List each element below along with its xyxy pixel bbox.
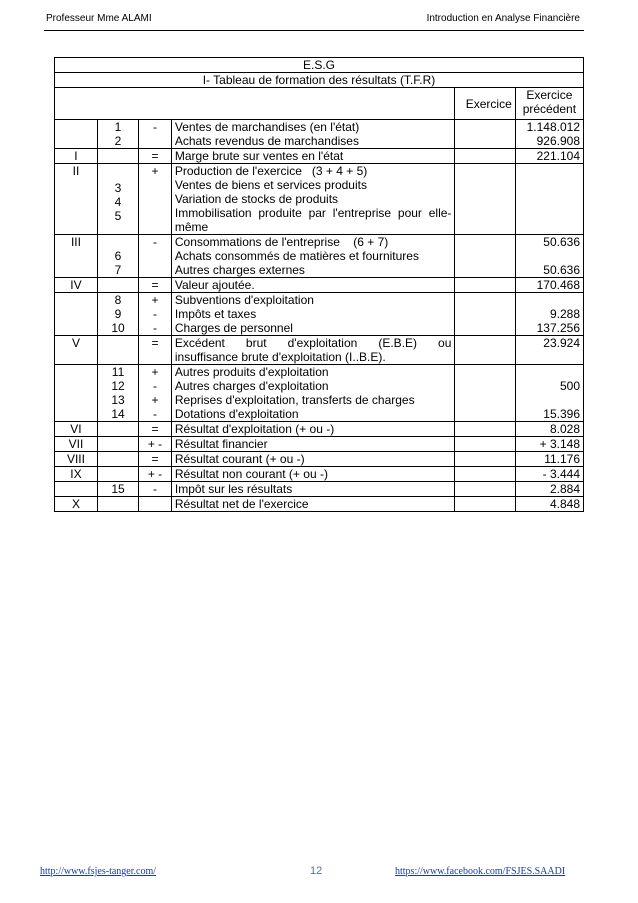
row-label: Immobilisation produite par l'entreprise pour elle-même <box>174 206 452 234</box>
row-num <box>97 278 138 293</box>
row-sign: = <box>139 422 172 437</box>
row-sign: - <box>153 407 157 421</box>
row-label: Impôts et taxes <box>174 307 257 321</box>
label-word: ou <box>438 336 452 350</box>
row-num: 5 <box>114 209 122 223</box>
row-label: Autres charges d'exploitation <box>174 379 329 393</box>
row-signs <box>139 293 172 336</box>
row-sign: - <box>139 482 172 497</box>
page-number: 12 <box>310 865 323 877</box>
row-value: 50.636 <box>543 235 580 249</box>
row-label: Subventions d'exploitation <box>174 293 314 307</box>
row-roman <box>55 365 98 422</box>
row-num <box>97 422 138 437</box>
row-value: 50.636 <box>543 263 580 277</box>
label-word: (E.B.E) <box>378 336 417 350</box>
row-value: 1.148.012 <box>526 120 580 134</box>
row-exercice-value <box>455 235 515 278</box>
table-row <box>55 278 584 293</box>
row-label: Consommations de l'entreprise (6 + 7) <box>174 235 389 249</box>
row-exercice-value <box>455 437 515 452</box>
row-labels <box>171 235 455 278</box>
row-sign: - <box>153 379 157 393</box>
row-num <box>97 149 138 164</box>
row-label: Charges de personnel <box>174 321 293 335</box>
row-value: + 3.148 <box>515 437 583 452</box>
row-nums <box>97 293 138 336</box>
row-roman: V <box>55 336 98 365</box>
row-num <box>101 164 135 178</box>
label-word: Excédent <box>174 336 225 350</box>
table-row <box>55 120 584 149</box>
row-nums <box>97 365 138 422</box>
row-value: 23.924 <box>515 336 583 365</box>
row-exercice-value <box>455 365 515 422</box>
row-values <box>515 235 583 278</box>
row-num: 1 <box>114 120 122 134</box>
row-sign: - <box>153 235 157 249</box>
row-label: Impôt sur les résultats <box>171 482 455 497</box>
row-num: 14 <box>111 407 125 421</box>
row-label-line2: insuffisance brute d'exploitation (I..B.E). <box>174 350 386 364</box>
row-label: Valeur ajoutée. <box>171 278 455 293</box>
table-row <box>55 452 584 467</box>
row-exercice-value <box>455 149 515 164</box>
row-sign: + <box>151 164 159 178</box>
row-label: Achats revendus de marchandises <box>174 134 359 148</box>
header-divider <box>44 30 584 31</box>
footer-facebook-link[interactable]: https://www.facebook.com/FSJES.SAADI <box>395 866 566 877</box>
row-values <box>515 120 583 149</box>
row-sign: = <box>139 149 172 164</box>
row-num: 15 <box>97 482 138 497</box>
row-sign: = <box>139 278 172 293</box>
row-signs <box>139 120 172 149</box>
row-value <box>519 393 580 407</box>
row-labels <box>171 120 455 149</box>
row-labels <box>171 365 455 422</box>
footer-fsjes-link[interactable]: http://www.fsjes-tanger.com/ <box>40 866 156 877</box>
row-sign <box>139 497 172 512</box>
table-row <box>55 482 584 497</box>
row-signs <box>139 235 172 278</box>
row-exercice-value <box>455 467 515 482</box>
row-num: 13 <box>111 393 125 407</box>
row-num <box>97 452 138 467</box>
row-values <box>515 293 583 336</box>
row-label: Ventes de biens et services produits <box>174 178 367 192</box>
row-sign: - <box>153 321 157 335</box>
row-roman: III <box>55 235 98 278</box>
header-course-title: Introduction en Analyse Financière <box>426 13 580 24</box>
row-value: 15.396 <box>543 407 580 421</box>
row-num: 7 <box>114 263 122 277</box>
table-row <box>55 365 584 422</box>
row-value <box>515 164 583 235</box>
table-title: E.S.G <box>55 58 584 73</box>
row-nums <box>97 120 138 149</box>
row-value: 221.104 <box>515 149 583 164</box>
row-value: 500 <box>559 379 580 393</box>
row-exercice-value <box>455 120 515 149</box>
row-label: Reprises d'exploitation, transferts de charges <box>174 393 415 407</box>
row-value: 11.176 <box>515 452 583 467</box>
row-roman: X <box>55 497 98 512</box>
header-blank-cell <box>55 88 455 120</box>
row-label: Résultat net de l'exercice <box>171 497 455 512</box>
row-sign: + <box>151 393 159 407</box>
table-row <box>55 336 584 365</box>
row-sign: - <box>153 120 157 134</box>
row-label: Production de l'exercice (3 + 4 + 5) <box>174 164 368 178</box>
row-label: Résultat non courant (+ ou -) <box>171 467 455 482</box>
col-header-exercice-precedent <box>515 88 583 120</box>
row-value: 8.028 <box>515 422 583 437</box>
row-exercice-value <box>455 482 515 497</box>
row-label: Variation de stocks de produits <box>174 192 339 206</box>
column-header-row <box>55 88 584 120</box>
table-subtitle: I- Tableau de formation des résultats (T.F.R) <box>55 73 584 88</box>
tfr-table <box>54 57 584 512</box>
row-label: Résultat d'exploitation (+ ou -) <box>171 422 455 437</box>
row-num: 8 <box>114 293 122 307</box>
row-signs <box>139 365 172 422</box>
row-exercice-value <box>455 164 515 235</box>
row-exercice-value <box>455 293 515 336</box>
row-num: 12 <box>111 379 125 393</box>
row-num <box>97 336 138 365</box>
row-sign: + <box>151 293 159 307</box>
row-label: Autres produits d'exploitation <box>174 365 329 379</box>
header-author: Professeur Mme ALAMI <box>46 13 152 24</box>
row-num <box>97 497 138 512</box>
row-labels <box>171 164 455 235</box>
row-value: 170.468 <box>515 278 583 293</box>
table-row <box>55 422 584 437</box>
row-value: - 3.444 <box>515 467 583 482</box>
label-word: d'exploitation <box>287 336 358 350</box>
row-value: 9.288 <box>549 307 580 321</box>
row-value <box>519 293 580 307</box>
row-roman: VIII <box>55 452 98 467</box>
col-header-precedent-line2: précédent <box>522 102 577 116</box>
row-label-line1 <box>175 336 452 350</box>
row-roman <box>55 120 98 149</box>
row-sign: - <box>153 307 157 321</box>
row-roman: VII <box>55 437 98 452</box>
row-sign: + - <box>139 467 172 482</box>
row-roman <box>55 293 98 336</box>
row-num: 6 <box>114 249 122 263</box>
row-roman: IX <box>55 467 98 482</box>
row-nums <box>97 164 138 235</box>
row-labels <box>171 293 455 336</box>
table-row <box>55 235 584 278</box>
row-value <box>519 365 580 379</box>
row-num: 3 <box>114 181 122 195</box>
table-subtitle-row <box>55 73 584 88</box>
row-num: 4 <box>114 195 122 209</box>
row-value: 926.908 <box>536 134 580 148</box>
row-labels <box>171 336 455 365</box>
row-label: Marge brute sur ventes en l'état <box>171 149 455 164</box>
table-row <box>55 293 584 336</box>
row-label: Achats consommés de matières et fournitures <box>174 249 419 263</box>
row-label: Dotations d'exploitation <box>174 407 299 421</box>
row-exercice-value <box>455 336 515 365</box>
table-row <box>55 437 584 452</box>
col-header-precedent-line1: Exercice <box>526 88 573 102</box>
table-row <box>55 164 584 235</box>
row-roman: IV <box>55 278 98 293</box>
row-label: Résultat courant (+ ou -) <box>171 452 455 467</box>
row-value: 4.848 <box>515 497 583 512</box>
table-title-row <box>55 58 584 73</box>
col-header-exercice: Exercice <box>455 88 515 120</box>
row-exercice-value <box>455 497 515 512</box>
row-num <box>101 235 135 249</box>
label-word: brut <box>245 336 267 350</box>
row-sign: = <box>139 336 172 365</box>
row-exercice-value <box>455 422 515 437</box>
row-num: 2 <box>114 134 122 148</box>
row-exercice-value <box>455 452 515 467</box>
table-row <box>55 149 584 164</box>
table-row <box>55 467 584 482</box>
row-label: Résultat financier <box>171 437 455 452</box>
table-row <box>55 497 584 512</box>
row-signs <box>139 164 172 235</box>
row-sign: + - <box>139 437 172 452</box>
row-num: 10 <box>111 321 125 335</box>
row-roman: II <box>55 164 98 235</box>
row-value: 2.884 <box>515 482 583 497</box>
row-values <box>515 365 583 422</box>
row-roman <box>55 482 98 497</box>
row-sign: = <box>139 452 172 467</box>
row-sign: + <box>151 365 159 379</box>
row-roman: I <box>55 149 98 164</box>
row-num: 9 <box>114 307 122 321</box>
row-roman: VI <box>55 422 98 437</box>
row-nums <box>97 235 138 278</box>
row-num <box>97 467 138 482</box>
row-label: Ventes de marchandises (en l'état) <box>174 120 360 134</box>
row-value <box>519 249 580 263</box>
row-num <box>97 437 138 452</box>
row-num: 11 <box>111 365 125 379</box>
row-value: 137.256 <box>536 321 580 335</box>
row-exercice-value <box>455 278 515 293</box>
row-label: Autres charges externes <box>174 263 305 277</box>
